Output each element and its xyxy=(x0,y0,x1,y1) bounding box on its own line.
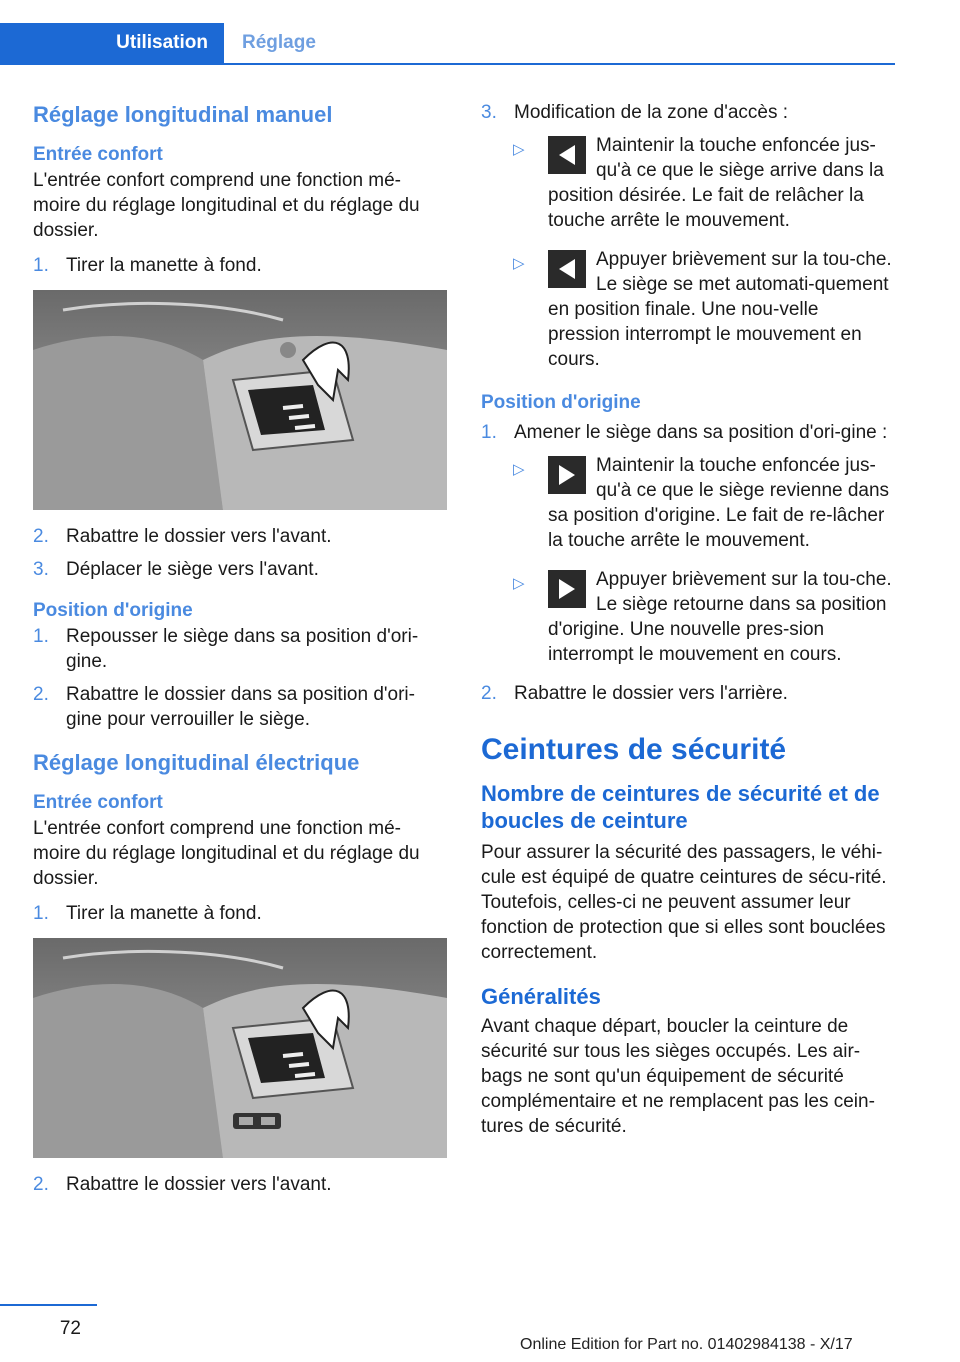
heading-manual-adjustment: Réglage longitudinal manuel xyxy=(33,102,333,127)
step-number: 1. xyxy=(33,903,49,924)
heading-generalites: Généralités xyxy=(481,984,601,1009)
step-number: 2. xyxy=(33,684,49,705)
right-column xyxy=(481,100,895,1149)
heading-position-origine: Position d'origine xyxy=(481,392,641,413)
triangle-bullet-icon: ▷ xyxy=(513,575,525,592)
step-item xyxy=(33,1172,447,1197)
step-text: Tirer la manette à fond. xyxy=(66,255,262,276)
step-text: Modification de la zone d'accès : xyxy=(514,102,789,123)
triangle-bullet-icon: ▷ xyxy=(513,255,525,272)
bullet-text: Maintenir la touche enfoncée jus‐qu'à ce que le siège revienne dans sa position d'origine. Le fait de re‐lâcher la touche arrête le mouvement. xyxy=(548,455,890,551)
tab-reglage[interactable]: Réglage xyxy=(242,32,316,53)
seat-lever-photo xyxy=(33,290,447,510)
bullet-item xyxy=(481,567,895,667)
bullet-text: Appuyer brièvement sur la tou‐che. Le siège se met automati‐quement en position finale. Une nou‐velle pression interrompt le mouvement en cours. xyxy=(548,249,892,370)
seat-lever-electric-photo xyxy=(33,938,447,1158)
bullet-text: Maintenir la touche enfoncée jus‐qu'à ce que le siège arrive dans la position désirée. Le fait de relâcher la touche arrête le mouvement. xyxy=(548,135,884,231)
left-column xyxy=(33,100,447,1205)
heading-electric-adjustment: Réglage longitudinal électrique xyxy=(33,750,360,775)
step-item xyxy=(33,901,447,926)
bullet-item xyxy=(481,453,895,553)
paragraph-entree-confort: L'entrée confort comprend une fonction mé‐moire du réglage longitudinal et du réglage du dossier. xyxy=(33,818,420,889)
step-text: Rabattre le dossier vers l'avant. xyxy=(66,1174,332,1195)
page-number: 72 xyxy=(59,1318,81,1339)
step-item xyxy=(33,557,447,582)
step-item xyxy=(33,524,447,549)
step-item xyxy=(33,682,447,732)
triangle-bullet-icon: ▷ xyxy=(513,141,525,158)
paragraph-belt-count: Pour assurer la sécurité des passagers, le véhi‐cule est équipé de quatre ceintures de sécu‐rité. Toutefois, celles-ci ne peuvent assumer leur fonction de protection que si elles sont bouclées correctement. xyxy=(481,842,887,963)
heading-seat-belts: Ceintures de sécurité xyxy=(481,733,787,766)
arrow-right-icon xyxy=(548,570,586,608)
step-text: Déplacer le siège vers l'avant. xyxy=(66,559,319,580)
paragraph-entree-confort: L'entrée confort comprend une fonction mé‐moire du réglage longitudinal et du réglage du dossier. xyxy=(33,170,420,241)
step-item xyxy=(481,681,895,706)
heading-entree-confort: Entrée confort xyxy=(33,792,163,813)
paragraph-generalites: Avant chaque départ, boucler la ceinture de sécurité sur tous les sièges occupés. Les air‐bags ne sont qu'un équipement de sécurité complémentaire et ne remplacent pas les cein‐tures de sécurité. xyxy=(481,1016,875,1137)
chapter-tabs xyxy=(0,23,895,65)
arrow-right-icon xyxy=(548,456,586,494)
triangle-bullet-icon: ▷ xyxy=(513,461,525,478)
step-text: Rabattre le dossier vers l'avant. xyxy=(66,526,332,547)
step-item xyxy=(481,420,895,445)
step-number: 3. xyxy=(481,102,497,123)
step-number: 3. xyxy=(33,559,49,580)
arrow-left-icon xyxy=(548,136,586,174)
bullet-text: Appuyer brièvement sur la tou‐che. Le siège retourne dans sa position d'origine. Une nouvelle pres‐sion interrompt le mouvement en cours. xyxy=(548,569,892,665)
step-number: 1. xyxy=(481,422,497,443)
step-text: Amener le siège dans sa position d'ori‐gine : xyxy=(514,422,888,443)
heading-belt-count: Nombre de ceintures de sécurité et de boucles de ceinture xyxy=(481,781,880,833)
edition-text: Online Edition for Part no. 01402984138 - X/17 xyxy=(520,1336,853,1353)
step-text: Tirer la manette à fond. xyxy=(66,903,262,924)
step-item xyxy=(33,253,447,278)
bullet-item xyxy=(481,247,895,372)
step-number: 2. xyxy=(33,1174,49,1195)
step-text: Rabattre le dossier dans sa position d'ori‐gine pour verrouiller le siège. xyxy=(66,684,415,730)
step-text: Rabattre le dossier vers l'arrière. xyxy=(514,683,788,704)
tab-utilisation[interactable]: Utilisation xyxy=(0,23,224,63)
step-number: 2. xyxy=(481,683,497,704)
step-item xyxy=(481,100,895,125)
step-number: 1. xyxy=(33,626,49,647)
heading-position-origine: Position d'origine xyxy=(33,600,193,621)
step-item xyxy=(33,624,447,674)
heading-entree-confort: Entrée confort xyxy=(33,144,163,165)
bullet-item xyxy=(481,133,895,233)
step-text: Repousser le siège dans sa position d'ori‐gine. xyxy=(66,626,419,672)
step-number: 2. xyxy=(33,526,49,547)
step-number: 1. xyxy=(33,255,49,276)
arrow-left-icon xyxy=(548,250,586,288)
footer-divider xyxy=(0,1304,97,1306)
